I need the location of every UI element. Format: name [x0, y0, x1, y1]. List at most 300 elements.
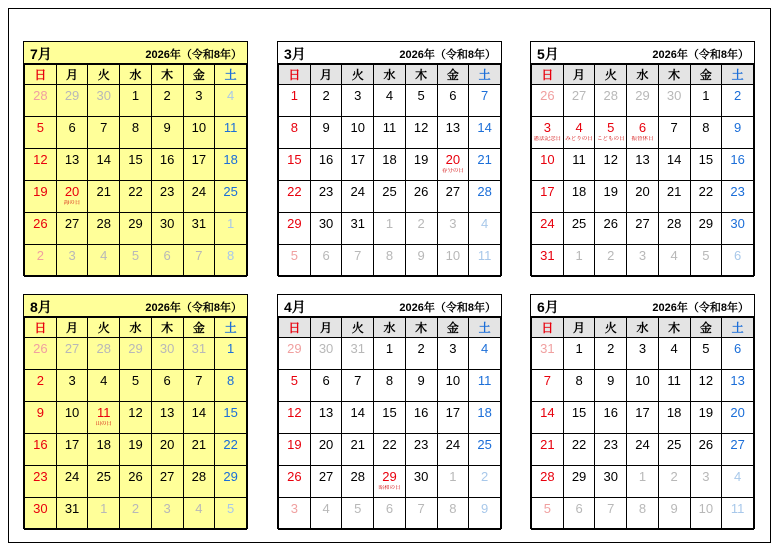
calendar-day-cell[interactable] [658, 434, 690, 466]
calendar-day-cell[interactable] [279, 498, 311, 530]
calendar-day-cell[interactable] [120, 370, 152, 402]
calendar-day-cell[interactable] [151, 466, 183, 498]
calendar-day-cell[interactable] [595, 434, 627, 466]
calendar-day-cell[interactable] [279, 434, 311, 466]
calendar-day-cell[interactable] [690, 466, 722, 498]
calendar-day-cell[interactable] [120, 213, 152, 245]
weekday-header-sat: 土 [215, 318, 247, 338]
calendar-day-cell[interactable] [405, 402, 437, 434]
calendar-day-cell[interactable] [532, 338, 564, 370]
calendar-day-cell[interactable] [690, 181, 722, 213]
calendar-day-cell[interactable] [532, 85, 564, 117]
calendar-day-cell[interactable] [469, 85, 501, 117]
calendar-grid-apr [278, 317, 501, 530]
calendar-day-cell[interactable] [658, 181, 690, 213]
day-number: 9 [607, 373, 615, 388]
calendar-day-cell[interactable] [120, 466, 152, 498]
calendar-day-cell[interactable] [56, 117, 88, 149]
calendar-day-cell[interactable] [532, 370, 564, 402]
calendar-day-cell[interactable] [437, 245, 469, 277]
calendar-day-cell[interactable] [56, 85, 88, 117]
calendar-day-cell[interactable] [563, 466, 595, 498]
calendar-day-cell[interactable] [25, 117, 57, 149]
calendar-day-cell[interactable] [595, 85, 627, 117]
day-number: 30 [159, 216, 175, 231]
calendar-day-cell[interactable] [88, 498, 120, 530]
calendar-day-cell[interactable] [405, 149, 437, 181]
calendar-day-cell[interactable] [563, 213, 595, 245]
calendar-day-cell[interactable] [342, 85, 374, 117]
calendar-day-cell[interactable] [563, 149, 595, 181]
calendar-day-cell[interactable] [658, 149, 690, 181]
calendar-day-cell[interactable] [374, 181, 406, 213]
calendar-day-cell[interactable] [56, 466, 88, 498]
calendar-day-cell[interactable] [658, 466, 690, 498]
calendar-day-cell[interactable] [88, 245, 120, 277]
calendar-day-cell[interactable] [374, 213, 406, 245]
calendar-day-cell[interactable] [25, 338, 57, 370]
calendar-day-cell[interactable] [183, 181, 215, 213]
calendar-day-cell[interactable] [658, 370, 690, 402]
calendar-day-cell[interactable] [690, 245, 722, 277]
calendar-day-cell[interactable] [374, 117, 406, 149]
calendar-day-cell[interactable] [183, 402, 215, 434]
calendar-day-cell[interactable] [627, 402, 659, 434]
calendar-day-cell[interactable] [437, 402, 469, 434]
calendar-day-cell[interactable] [310, 85, 342, 117]
calendar-week-row [532, 181, 754, 213]
month-label-aug: 8月 [30, 299, 52, 315]
calendar-day-cell[interactable] [658, 245, 690, 277]
calendar-day-cell[interactable] [437, 213, 469, 245]
weekday-header-sun: 日 [25, 65, 57, 85]
calendar-day-cell[interactable] [722, 466, 754, 498]
calendar-day-cell[interactable] [310, 213, 342, 245]
calendar-day-cell[interactable] [532, 498, 564, 530]
calendar-day-cell[interactable] [405, 338, 437, 370]
calendar-day-cell[interactable] [658, 85, 690, 117]
year-label-jul: 2026年（令和8年） [145, 49, 242, 61]
calendar-day-cell[interactable] [215, 245, 247, 277]
calendar-day-cell[interactable] [88, 85, 120, 117]
calendar-day-cell[interactable] [374, 85, 406, 117]
calendar-day-cell[interactable] [374, 498, 406, 530]
calendar-day-cell[interactable] [25, 149, 57, 181]
calendar-day-cell[interactable] [374, 149, 406, 181]
calendar-day-cell[interactable] [279, 466, 311, 498]
calendar-day-cell[interactable] [405, 370, 437, 402]
weekday-header-thu: 木 [405, 318, 437, 338]
calendar-day-cell[interactable] [56, 434, 88, 466]
calendar-day-cell[interactable] [595, 149, 627, 181]
calendar-day-cell[interactable] [151, 85, 183, 117]
weekday-header-thu: 木 [658, 65, 690, 85]
calendar-day-cell[interactable] [183, 434, 215, 466]
calendar-day-cell[interactable] [374, 370, 406, 402]
calendar-day-cell[interactable] [215, 498, 247, 530]
calendar-day-cell[interactable] [215, 213, 247, 245]
day-number: 30 [33, 501, 48, 516]
calendar-day-cell[interactable] [151, 149, 183, 181]
calendar-day-cell[interactable] [532, 117, 564, 149]
calendar-day-cell[interactable] [627, 466, 659, 498]
calendar-day-cell[interactable] [595, 402, 627, 434]
calendar-day-cell[interactable] [120, 117, 152, 149]
calendar-day-cell[interactable] [595, 181, 627, 213]
calendar-day-cell[interactable] [215, 85, 247, 117]
calendar-day-cell[interactable] [342, 213, 374, 245]
calendar-day-cell[interactable] [469, 402, 501, 434]
day-number: 2 [163, 88, 171, 103]
day-number: 26 [33, 216, 48, 231]
calendar-day-cell[interactable] [342, 434, 374, 466]
calendar-day-cell[interactable] [469, 434, 501, 466]
day-number: 2 [480, 469, 489, 484]
calendar-day-cell[interactable] [56, 402, 88, 434]
calendar-day-cell[interactable] [279, 85, 311, 117]
calendar-day-cell[interactable] [690, 213, 722, 245]
calendar-day-cell[interactable] [151, 498, 183, 530]
calendar-day-cell[interactable] [563, 370, 595, 402]
day-number: 9 [36, 405, 44, 420]
day-number: 27 [445, 184, 461, 199]
calendar-day-cell[interactable] [469, 149, 501, 181]
calendar-day-cell[interactable] [88, 213, 120, 245]
calendar-day-cell[interactable] [25, 498, 57, 530]
calendar-day-cell[interactable] [563, 402, 595, 434]
day-number: 6 [638, 120, 647, 135]
holiday-note: 憲法記念日 [533, 136, 562, 142]
calendar-day-cell[interactable] [658, 402, 690, 434]
calendar-day-cell[interactable] [595, 245, 627, 277]
day-number: 18 [223, 152, 238, 167]
calendar-day-cell[interactable] [279, 245, 311, 277]
calendar-day-cell[interactable] [627, 370, 659, 402]
holiday-note: こどもの日 [597, 136, 625, 142]
calendar-day-cell[interactable] [722, 181, 754, 213]
calendar-day-cell[interactable] [722, 245, 754, 277]
calendar-day-cell[interactable] [183, 85, 215, 117]
day-number: 15 [223, 405, 238, 420]
calendar-day-cell[interactable] [532, 402, 564, 434]
calendar-day-cell[interactable] [183, 149, 215, 181]
calendar-week-row [279, 498, 501, 530]
calendar-day-cell[interactable] [183, 213, 215, 245]
day-number: 1 [226, 216, 235, 231]
calendar-day-cell[interactable] [215, 149, 247, 181]
calendar-day-cell[interactable] [120, 149, 152, 181]
calendar-day-cell[interactable] [563, 181, 595, 213]
calendar-day-cell[interactable] [215, 117, 247, 149]
calendar-day-cell[interactable] [563, 117, 595, 149]
calendar-day-cell[interactable] [310, 181, 342, 213]
calendar-day-cell[interactable] [595, 117, 627, 149]
calendar-day-cell[interactable] [151, 434, 183, 466]
calendar-day-cell[interactable] [25, 434, 57, 466]
day-number: 25 [477, 437, 492, 452]
weekday-header-mon: 月 [310, 318, 342, 338]
calendar-day-cell[interactable] [563, 498, 595, 530]
calendar-day-cell[interactable] [595, 466, 627, 498]
calendar-day-cell[interactable] [279, 370, 311, 402]
calendar-day-cell[interactable] [151, 245, 183, 277]
calendar-day-cell[interactable] [88, 117, 120, 149]
calendar-day-cell[interactable] [279, 181, 311, 213]
calendar-day-cell[interactable] [627, 149, 659, 181]
calendar-day-cell[interactable] [88, 466, 120, 498]
calendar-day-cell[interactable] [405, 213, 437, 245]
calendar-day-cell[interactable] [532, 466, 564, 498]
calendar-day-cell[interactable] [183, 466, 215, 498]
calendar-day-cell[interactable] [690, 338, 722, 370]
calendar-day-cell[interactable] [595, 498, 627, 530]
day-number: 24 [64, 469, 80, 484]
day-number: 6 [322, 373, 330, 388]
calendar-day-cell[interactable] [658, 338, 690, 370]
calendar-day-cell[interactable] [310, 338, 342, 370]
calendar-day-cell[interactable] [405, 466, 437, 498]
calendar-day-cell[interactable] [342, 498, 374, 530]
calendar-day-cell[interactable] [88, 434, 120, 466]
calendar-day-cell[interactable] [342, 370, 374, 402]
day-number: 19 [33, 184, 48, 199]
calendar-day-cell[interactable] [215, 338, 247, 370]
calendar-day-cell[interactable] [469, 338, 501, 370]
calendar-day-cell[interactable] [690, 117, 722, 149]
calendar-day-cell[interactable] [151, 402, 183, 434]
calendar-day-cell[interactable] [563, 245, 595, 277]
calendar-day-cell[interactable] [56, 213, 88, 245]
calendar-day-cell[interactable] [532, 245, 564, 277]
calendar-day-cell[interactable] [151, 338, 183, 370]
calendar-day-cell[interactable] [310, 402, 342, 434]
calendar-day-cell[interactable] [627, 213, 659, 245]
calendar-day-cell[interactable] [627, 85, 659, 117]
calendar-day-cell[interactable] [722, 434, 754, 466]
calendar-day-cell[interactable] [342, 466, 374, 498]
calendar-day-cell[interactable] [120, 245, 152, 277]
calendar-day-cell[interactable] [56, 338, 88, 370]
calendar-day-cell[interactable] [405, 245, 437, 277]
calendar-day-cell[interactable] [722, 370, 754, 402]
calendar-day-cell[interactable] [88, 370, 120, 402]
calendar-day-cell[interactable] [25, 402, 57, 434]
calendar-day-cell[interactable] [374, 245, 406, 277]
calendar-day-cell[interactable] [279, 338, 311, 370]
calendar-day-cell[interactable] [279, 117, 311, 149]
calendar-day-cell[interactable] [722, 149, 754, 181]
calendar-day-cell[interactable] [25, 213, 57, 245]
calendar-day-cell[interactable] [405, 434, 437, 466]
calendar-day-cell[interactable] [120, 338, 152, 370]
calendar-day-cell[interactable] [56, 498, 88, 530]
calendar-day-cell[interactable] [469, 370, 501, 402]
calendar-day-cell[interactable] [183, 370, 215, 402]
calendar-day-cell[interactable] [563, 85, 595, 117]
day-number: 2 [733, 88, 742, 103]
calendar-day-cell[interactable] [627, 338, 659, 370]
calendar-day-cell[interactable] [658, 213, 690, 245]
calendar-day-cell[interactable] [215, 466, 247, 498]
calendar-day-cell[interactable] [627, 245, 659, 277]
calendar-day-cell[interactable] [690, 370, 722, 402]
calendar-day-cell[interactable] [342, 149, 374, 181]
calendar-day-cell[interactable] [374, 338, 406, 370]
calendar-day-cell[interactable] [151, 117, 183, 149]
calendar-day-cell[interactable] [310, 498, 342, 530]
calendar-day-cell[interactable] [437, 85, 469, 117]
calendar-day-cell[interactable] [25, 85, 57, 117]
calendar-day-cell[interactable] [722, 338, 754, 370]
day-number: 4 [195, 501, 203, 516]
calendar-day-cell[interactable] [405, 498, 437, 530]
calendar-day-cell[interactable] [437, 149, 469, 181]
calendar-day-cell[interactable] [595, 213, 627, 245]
calendar-day-cell[interactable] [215, 370, 247, 402]
calendar-day-cell[interactable] [722, 117, 754, 149]
weekday-header-fri: 金 [690, 318, 722, 338]
calendar-day-cell[interactable] [405, 181, 437, 213]
calendar-day-cell[interactable] [595, 338, 627, 370]
day-number: 21 [191, 437, 207, 452]
weekday-header-fri: 金 [183, 318, 215, 338]
calendar-day-cell[interactable] [151, 370, 183, 402]
calendar-day-cell[interactable] [722, 402, 754, 434]
calendar-day-cell[interactable] [215, 434, 247, 466]
calendar-day-cell[interactable] [342, 338, 374, 370]
calendar-day-cell[interactable] [279, 213, 311, 245]
calendar-day-cell[interactable] [183, 245, 215, 277]
calendar-day-cell[interactable] [690, 434, 722, 466]
calendar-day-cell[interactable] [437, 181, 469, 213]
calendar-day-cell[interactable] [469, 466, 501, 498]
calendar-day-cell[interactable] [279, 149, 311, 181]
calendar-day-cell[interactable] [342, 402, 374, 434]
day-number: 5 [417, 88, 425, 103]
calendar-day-cell[interactable] [469, 181, 501, 213]
calendar-day-cell[interactable] [563, 338, 595, 370]
calendar-day-cell[interactable] [374, 402, 406, 434]
calendar-day-cell[interactable] [374, 466, 406, 498]
calendar-day-cell[interactable] [88, 181, 120, 213]
calendar-day-cell[interactable] [469, 117, 501, 149]
calendar-day-cell[interactable] [469, 213, 501, 245]
day-number: 4 [733, 469, 742, 484]
calendar-day-cell[interactable] [25, 181, 57, 213]
calendar-day-cell[interactable] [532, 434, 564, 466]
calendar-day-cell[interactable] [532, 149, 564, 181]
calendar-day-cell[interactable] [279, 402, 311, 434]
calendar-day-cell[interactable] [120, 402, 152, 434]
calendar-day-cell[interactable] [183, 498, 215, 530]
calendar-day-cell[interactable] [722, 498, 754, 530]
calendar-day-cell[interactable] [437, 338, 469, 370]
calendar-day-cell[interactable] [469, 498, 501, 530]
calendar-day-cell[interactable] [25, 370, 57, 402]
day-number: 1 [385, 341, 394, 356]
calendar-day-cell[interactable] [310, 466, 342, 498]
calendar-day-cell[interactable] [469, 245, 501, 277]
calendar-day-cell[interactable] [627, 498, 659, 530]
calendar-day-cell[interactable] [437, 370, 469, 402]
calendar-day-cell[interactable] [722, 85, 754, 117]
calendar-day-cell[interactable] [532, 181, 564, 213]
calendar-day-cell[interactable] [437, 117, 469, 149]
calendar-day-cell[interactable] [627, 181, 659, 213]
day-number: 31 [64, 501, 80, 516]
calendar-day-cell[interactable] [405, 117, 437, 149]
calendar-day-cell[interactable] [56, 181, 88, 213]
calendar-day-cell[interactable] [56, 149, 88, 181]
weekday-header-fri: 金 [437, 318, 469, 338]
day-number: 15 [128, 152, 143, 167]
calendar-week-row [279, 117, 501, 149]
calendar-day-cell[interactable] [25, 466, 57, 498]
calendar-day-cell[interactable] [88, 338, 120, 370]
calendar-day-cell[interactable] [120, 85, 152, 117]
calendar-day-cell[interactable] [690, 402, 722, 434]
day-number: 22 [128, 184, 143, 199]
day-number: 20 [635, 184, 650, 199]
calendar-day-cell[interactable] [215, 181, 247, 213]
calendar-day-cell[interactable] [310, 245, 342, 277]
calendar-day-cell[interactable] [563, 434, 595, 466]
day-number: 8 [290, 120, 298, 135]
calendar-day-cell[interactable] [25, 245, 57, 277]
calendar-day-cell[interactable] [310, 370, 342, 402]
day-number: 7 [354, 248, 362, 263]
calendar-day-cell[interactable] [595, 370, 627, 402]
calendar-day-cell[interactable] [722, 213, 754, 245]
calendar-day-cell[interactable] [120, 498, 152, 530]
calendar-day-cell[interactable] [658, 117, 690, 149]
calendar-day-cell[interactable] [120, 181, 152, 213]
calendar-day-cell[interactable] [88, 149, 120, 181]
year-label-apr: 2026年（令和8年） [399, 302, 496, 314]
calendar-day-cell[interactable] [183, 338, 215, 370]
calendar-day-cell[interactable] [151, 213, 183, 245]
calendar-day-cell[interactable] [310, 149, 342, 181]
calendar-day-cell[interactable] [374, 434, 406, 466]
calendar-day-cell[interactable] [690, 85, 722, 117]
day-number: 4 [480, 341, 489, 356]
calendar-day-cell[interactable] [437, 466, 469, 498]
calendar-day-cell[interactable] [310, 117, 342, 149]
calendar-day-cell[interactable] [120, 434, 152, 466]
calendar-day-cell[interactable] [658, 498, 690, 530]
calendar-day-cell[interactable] [56, 370, 88, 402]
calendar-day-cell[interactable] [437, 498, 469, 530]
calendar-day-cell[interactable] [151, 181, 183, 213]
calendar-day-cell[interactable] [437, 434, 469, 466]
calendar-day-cell[interactable] [690, 498, 722, 530]
calendar-day-cell[interactable] [215, 402, 247, 434]
calendar-day-cell[interactable] [342, 181, 374, 213]
day-number: 5 [226, 501, 235, 516]
day-number: 7 [100, 120, 108, 135]
calendar-day-cell[interactable] [405, 85, 437, 117]
calendar-day-cell[interactable] [627, 117, 659, 149]
calendar-day-cell[interactable] [310, 434, 342, 466]
calendar-day-cell[interactable] [183, 117, 215, 149]
calendar-day-cell[interactable] [342, 245, 374, 277]
calendar-day-cell[interactable] [690, 149, 722, 181]
calendar-day-cell[interactable] [342, 117, 374, 149]
calendar-day-cell[interactable] [627, 434, 659, 466]
calendar-day-cell[interactable] [532, 213, 564, 245]
calendar-day-cell[interactable] [88, 402, 120, 434]
calendar-day-cell[interactable] [56, 245, 88, 277]
